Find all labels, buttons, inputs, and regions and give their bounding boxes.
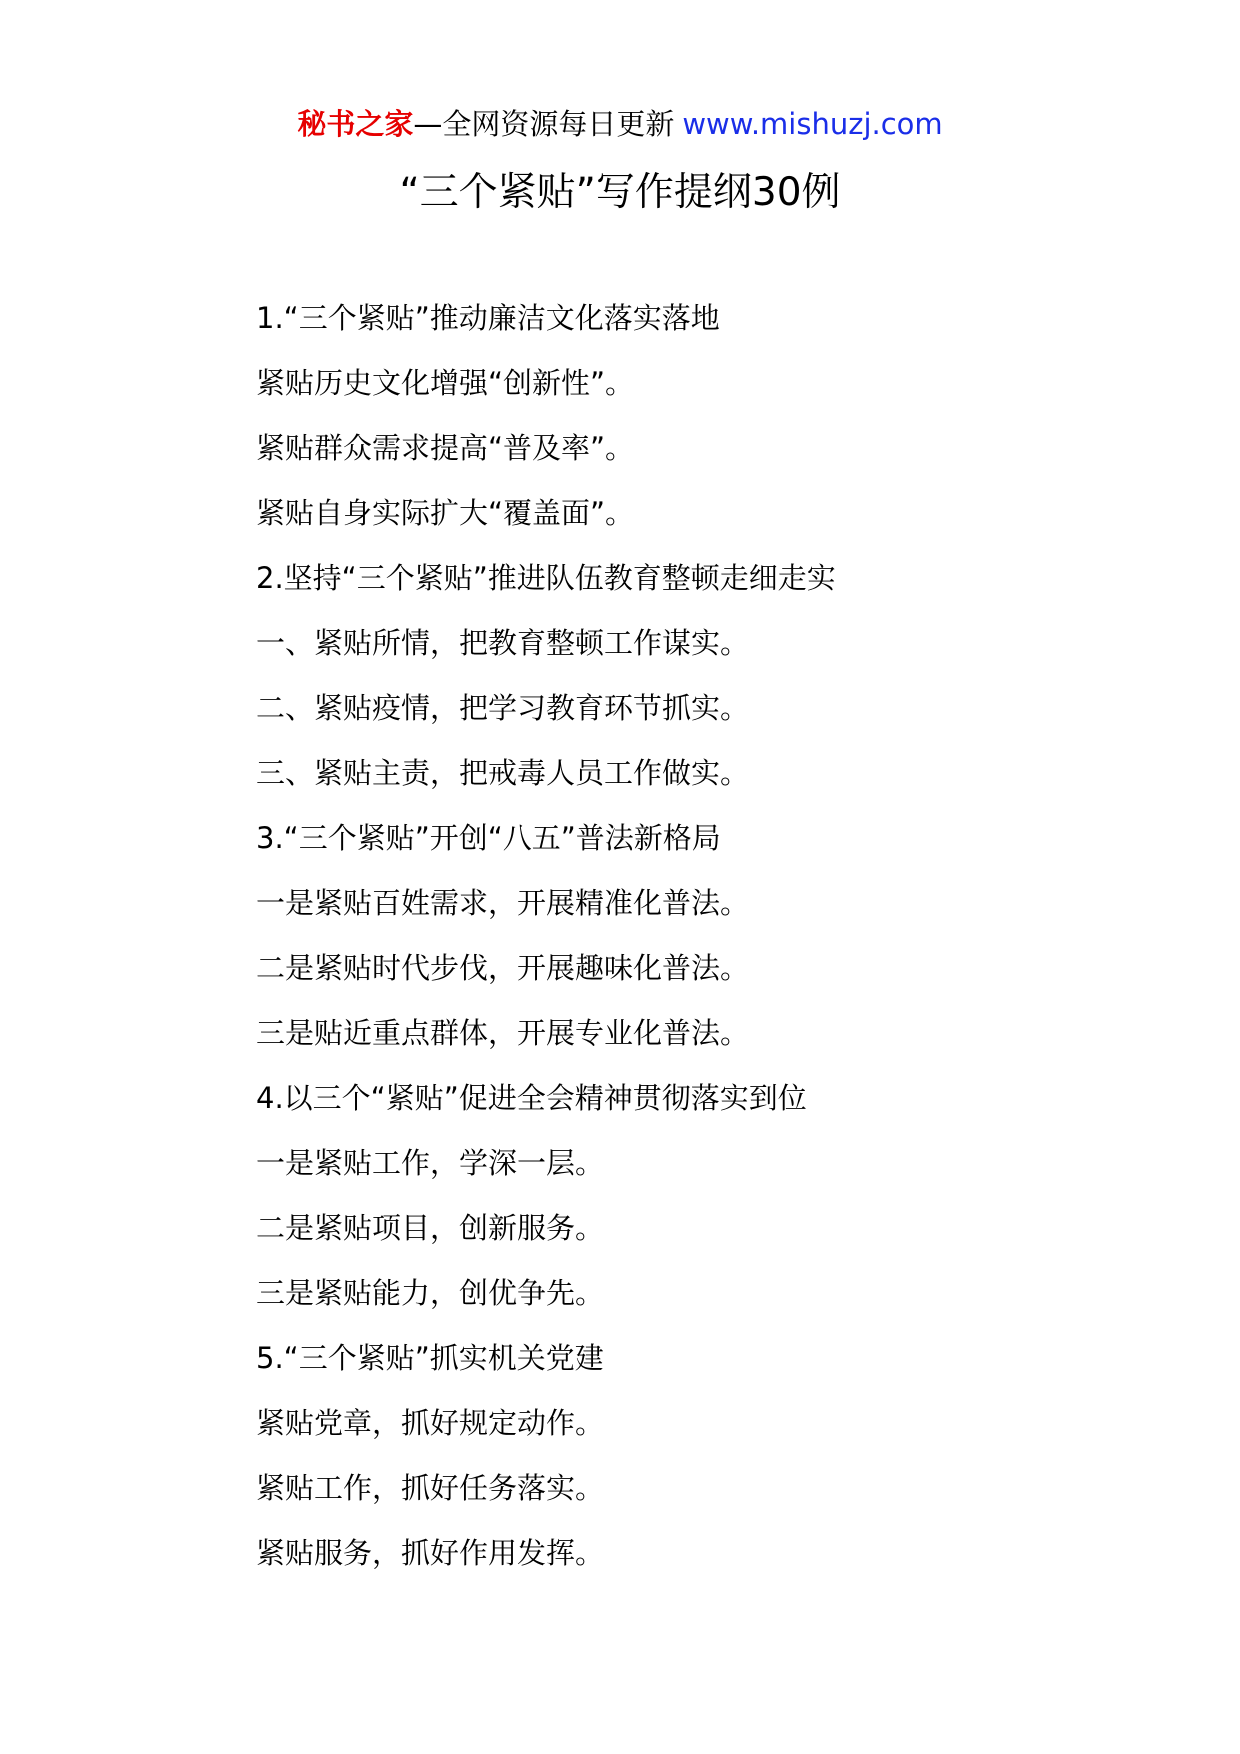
body-line: 紧贴党章，抓好规定动作。 (256, 1406, 605, 1440)
body-line: 二、紧贴疫情，把学习教育环节抓实。 (256, 691, 750, 725)
body-line: 二是紧贴时代步伐，开展趣味化普法。 (256, 951, 750, 985)
section-heading: 3.“三个紧贴”开创“八五”普法新格局 (256, 821, 721, 855)
header-slogan: —全网资源每日更新 (413, 107, 675, 141)
body-line: 三、紧贴主责，把戒毒人员工作做实。 (256, 756, 750, 790)
section-heading: 1.“三个紧贴”推动廉洁文化落实落地 (256, 301, 720, 335)
body-line: 紧贴自身实际扩大“覆盖面”。 (256, 496, 635, 530)
body-line: 三是紧贴能力，创优争先。 (256, 1276, 605, 1310)
body-line: 紧贴服务，抓好作用发挥。 (256, 1536, 605, 1570)
body-line: 紧贴历史文化增强“创新性”。 (256, 366, 635, 400)
body-line: 紧贴群众需求提高“普及率”。 (256, 431, 635, 465)
body-line: 一是紧贴工作，学深一层。 (256, 1146, 605, 1180)
document-title: “三个紧贴”写作提纲30例 (399, 170, 841, 215)
body-line: 二是紧贴项目，创新服务。 (256, 1211, 605, 1245)
brand-name: 秘书之家 (297, 107, 414, 141)
body-line: 紧贴工作，抓好任务落实。 (256, 1471, 605, 1505)
section-heading: 5.“三个紧贴”抓实机关党建 (256, 1341, 604, 1375)
site-url-link[interactable]: www.mishuzj.com (682, 107, 943, 141)
body-line: 一、紧贴所情，把教育整顿工作谋实。 (256, 626, 750, 660)
body-line: 三是贴近重点群体，开展专业化普法。 (256, 1016, 750, 1050)
body-line: 一是紧贴百姓需求，开展精准化普法。 (256, 886, 750, 920)
section-heading: 4.以三个“紧贴”促进全会精神贯彻落实到位 (256, 1081, 807, 1115)
document-body (256, 296, 1156, 1596)
site-header-banner (0, 102, 1240, 146)
section-heading: 2.坚持“三个紧贴”推进队伍教育整顿走细走实 (256, 561, 836, 595)
